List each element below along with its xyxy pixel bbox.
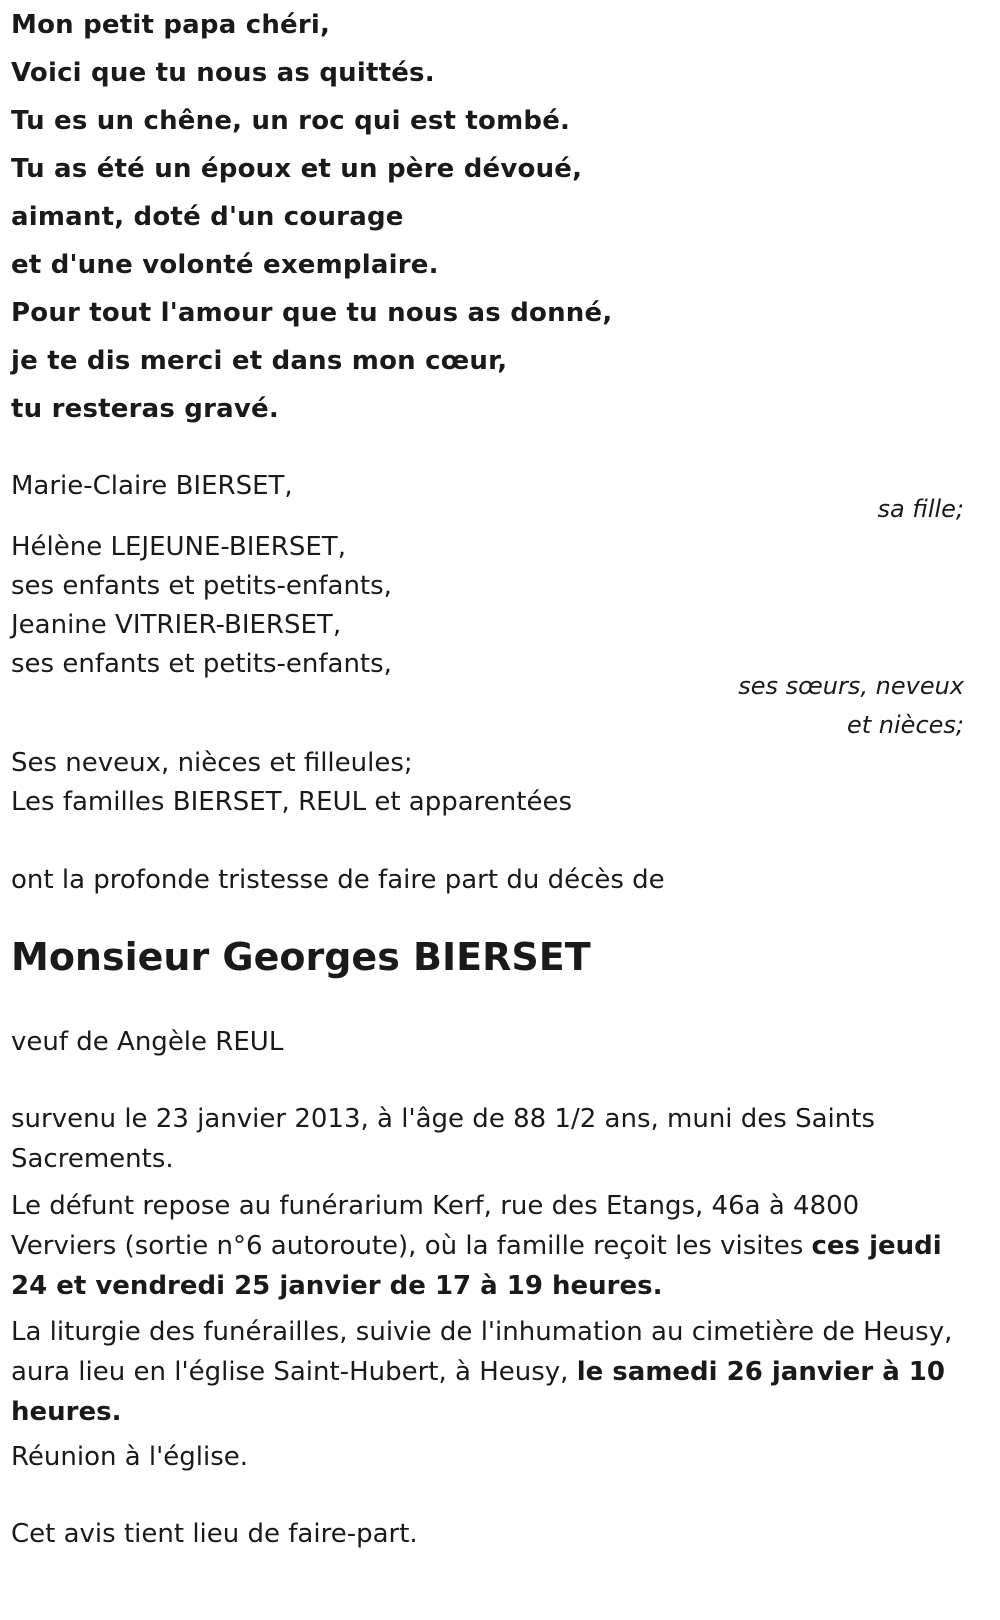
details-paragraph-funeral [11,1312,971,1432]
sister-line: Hélène LEJEUNE-BIERSET, [11,532,346,562]
reunion-note: Réunion à l'église. [11,1442,249,1472]
poem-line: aimant, doté d'un courage [11,202,404,232]
daughter-role: sa fille; [877,495,964,523]
sisters-role-line1: ses sœurs, neveux [738,672,964,700]
sister-line: ses enfants et petits-enfants, [11,649,392,679]
details-paragraph-visits [11,1186,971,1306]
others-line: Ses neveux, nièces et filleules; [11,748,413,778]
announcement: ont la profonde tristesse de faire part du décès de [11,865,665,895]
poem-line: Tu es un chêne, un roc qui est tombé. [11,106,571,136]
poem-line: Mon petit papa chéri, [11,10,331,40]
widower-of: veuf de Angèle REUL [11,1027,284,1057]
poem-line: et d'une volonté exemplaire. [11,250,439,280]
poem-line: Tu as été un époux et un père dévoué, [11,154,583,184]
visits-text: Le défunt repose au funérarium Kerf, rue des Etangs, 46a à 4800 Verviers (sortie n°6 autoroute), où la famille reçoit les visites [11,1191,860,1261]
poem-line: Pour tout l'amour que tu nous as donné, [11,298,613,328]
sister-line: Jeanine VITRIER-BIERSET, [11,610,342,640]
details-paragraph-death: survenu le 23 janvier 2013, à l'âge de 88 1/2 ans, muni des Saints Sacrements. [11,1104,875,1174]
sister-line: ses enfants et petits-enfants, [11,571,392,601]
poem-line: tu resteras gravé. [11,394,279,424]
sisters-role-line2: et nièces; [847,711,964,739]
funeral-date: le samedi 26 janvier à 10 heures. [11,1357,945,1427]
deceased-name: Monsieur Georges BIERSET [11,935,591,979]
poem-line: je te dis merci et dans mon cœur, [11,346,508,376]
daughter-name: Marie-Claire BIERSET, [11,471,293,501]
visits-dates: ces jeudi 24 et vendredi 25 janvier de 17 à 19 heures. [11,1231,942,1301]
closing-note: Cet avis tient lieu de faire-part. [11,1519,418,1549]
funeral-text: La liturgie des funérailles, suivie de l'inhumation au cimetière de Heusy, aura lieu en l'église Saint-Hubert, à Heusy, [11,1317,953,1387]
poem-line: Voici que tu nous as quittés. [11,58,435,88]
others-line: Les familles BIERSET, REUL et apparentées [11,787,572,817]
